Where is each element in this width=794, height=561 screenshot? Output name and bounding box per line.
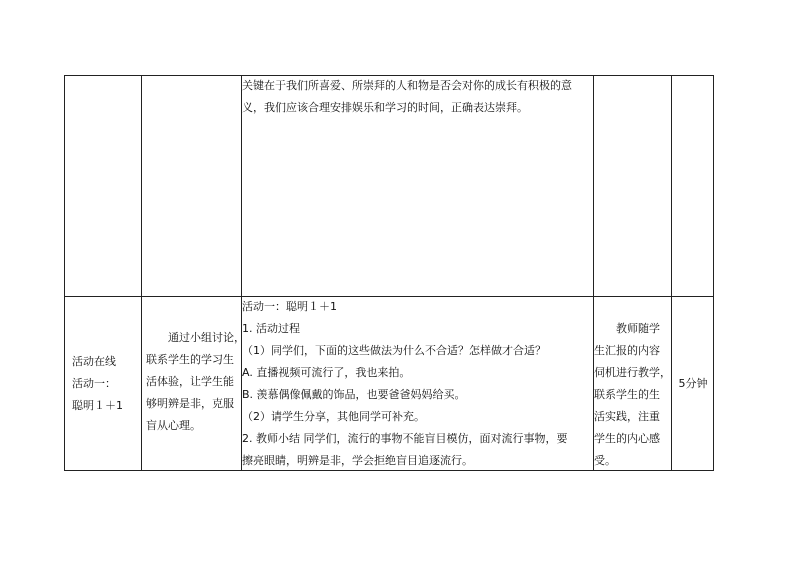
process-line: 2. 教师小结 同学们，流行的事物不能盲目模仿，面对流行事物，要 — [242, 432, 568, 445]
goal-line: 联系学生的学习生 — [146, 353, 234, 366]
teacher-note-line: 伺机进行教学， — [594, 366, 671, 379]
time-label: 5分钟 — [678, 377, 708, 390]
process-cell — [242, 296, 592, 472]
goal-cell — [142, 327, 245, 437]
goal-line: 通过小组讨论， — [168, 331, 245, 344]
process-line: A. 直播视频可流行了，我也来拍。 — [242, 366, 411, 379]
teacher-note-cell — [594, 318, 672, 472]
goal-line: 活体验，让学生能 — [146, 375, 234, 388]
teacher-note-line: 联系学生的生 — [594, 388, 660, 401]
row1-content-line: 义，我们应该合理安排娱乐和学习的时间，正确表达崇拜。 — [242, 101, 528, 114]
process-line: B. 羡慕偶像佩戴的饰品，也要爸爸妈妈给买。 — [242, 388, 466, 401]
activity-name-line: 活动一： — [72, 377, 116, 390]
goal-line: 够明辨是非，克服 — [146, 397, 234, 410]
process-line: （2）请学生分享，其他同学可补充。 — [242, 410, 425, 423]
teacher-note-line: 学生的内心感 — [594, 432, 660, 445]
teacher-note-line: 生汇报的内容 — [594, 344, 660, 357]
teacher-note-line: 活实践，注重 — [594, 410, 660, 423]
process-line: 擦亮眼睛，明辨是非，学会拒绝盲目追逐流行。 — [242, 454, 473, 467]
process-line: 1. 活动过程 — [242, 322, 300, 335]
lesson-plan-table — [64, 75, 714, 471]
process-line: 活动一：聪明１＋1 — [242, 300, 337, 313]
teacher-note-line: 受。 — [594, 454, 616, 467]
table-border-left — [64, 75, 65, 471]
table-border-right — [713, 75, 714, 471]
row1-content-cell — [242, 75, 592, 119]
activity-name-line: 聪明１＋1 — [72, 399, 123, 412]
time-cell — [672, 373, 714, 395]
row1-content-line: 关键在于我们所喜爱、所崇拜的人和物是否会对你的成长有积极的意 — [242, 79, 572, 92]
goal-line: 盲从心理。 — [146, 419, 201, 432]
teacher-note-line: 教师随学 — [616, 322, 660, 335]
activity-name-line: 活动在线 — [72, 355, 116, 368]
process-line: （1）同学们，下面的这些做法为什么不合适？怎样做才合适？ — [242, 344, 546, 357]
activity-name-cell — [72, 351, 142, 417]
